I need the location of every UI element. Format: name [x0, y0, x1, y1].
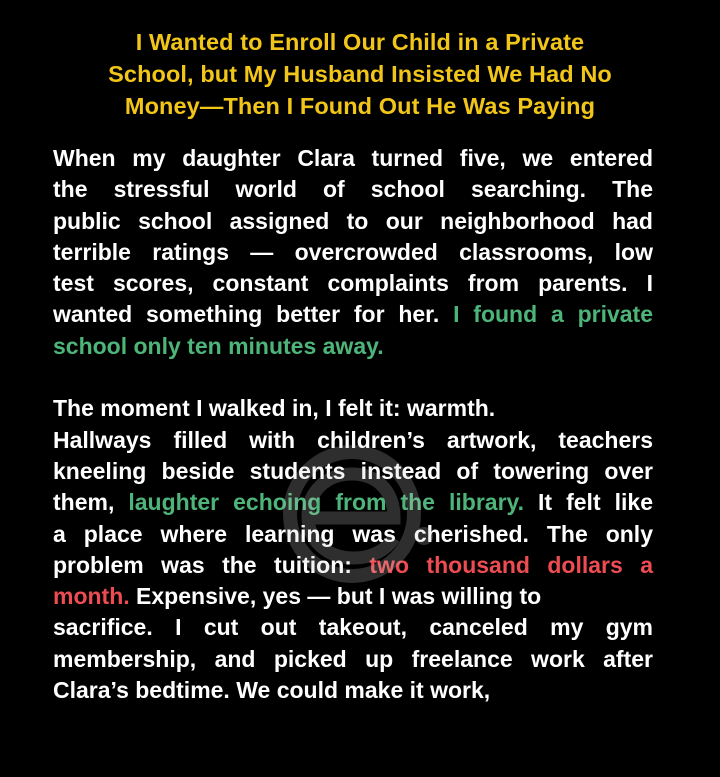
text-line: membership, and picked up freelance work after: [53, 645, 653, 672]
text-line: [53, 487, 653, 518]
paragraph-2: [53, 393, 653, 706]
story-title: [40, 26, 680, 122]
text-line: the stressful world of school searching. The: [53, 176, 653, 203]
story-body: [53, 143, 653, 706]
paragraph-1: [53, 143, 653, 362]
text-line: When my daughter Clara turned five, we entered: [53, 145, 653, 171]
text-line: sacrifice. I cut out takeout, canceled my gym: [53, 614, 653, 641]
text-line: a place where learning was cherished. The only: [53, 520, 653, 547]
text-line: Clara’s bedtime. We could make it work,: [53, 677, 491, 704]
text-segment: problem was the tuition:: [53, 551, 352, 578]
text-line: Hallways filled with children’s artwork, teachers: [53, 426, 653, 453]
text-line: [53, 331, 653, 362]
title-line: I Wanted to Enroll Our Child in a Private: [135, 29, 585, 55]
text-line: [53, 550, 653, 581]
text-line: test scores, constant complaints from parents. I: [53, 270, 653, 297]
text-line: public school assigned to our neighborhood had: [53, 207, 653, 234]
paragraph-gap: [53, 362, 653, 393]
text-segment: them,: [53, 489, 115, 516]
text-segment: wanted something better for her.: [53, 301, 440, 328]
green-highlight: I found a private: [453, 301, 654, 328]
red-highlight: month.: [53, 583, 130, 610]
green-highlight: laughter echoing from the library.: [128, 489, 524, 516]
text-line: terrible ratings — overcrowded classrooms, low: [53, 238, 653, 265]
text-segment: It felt like: [538, 489, 653, 516]
text-line: [53, 299, 653, 330]
text-segment: Expensive, yes — but I was willing to: [136, 583, 542, 610]
title-line: Money—Then I Found Out He Was Paying: [124, 93, 596, 119]
text-line: [53, 581, 653, 612]
text-line: kneeling beside students instead of towering over: [53, 457, 653, 484]
title-line: School, but My Husband Insisted We Had No: [108, 61, 612, 87]
red-highlight: two thousand dollars a: [369, 551, 654, 578]
text-line: The moment I walked in, I felt it: warmth.: [53, 395, 496, 422]
green-highlight: school only ten minutes away.: [53, 332, 384, 359]
